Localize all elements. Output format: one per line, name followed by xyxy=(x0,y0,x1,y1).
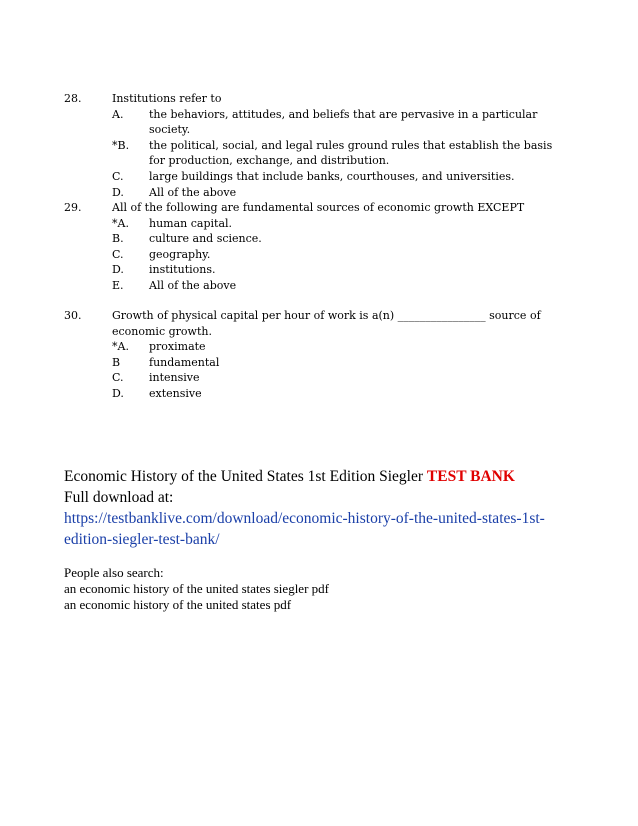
option-letter: A. xyxy=(112,107,124,121)
download-label: Full download at: xyxy=(64,489,174,506)
option-text: proximate xyxy=(149,340,206,354)
answer-option xyxy=(112,169,564,185)
option-letter: D. xyxy=(112,263,124,277)
option-text: geography. xyxy=(149,247,211,261)
option-text: large buildings that include banks, courthouses, and universities. xyxy=(149,169,515,183)
option-text: institutions. xyxy=(149,263,216,277)
question-stem: Institutions refer to xyxy=(112,92,222,105)
download-link[interactable]: https://testbanklive.com/download/economic-history-of-the-united-states-1st-edition-siegler-test-bank/ xyxy=(64,510,545,548)
question-29 xyxy=(64,200,564,294)
answer-option xyxy=(112,138,564,169)
answer-option xyxy=(112,107,564,138)
answer-option xyxy=(112,231,564,247)
answer-option xyxy=(112,278,564,294)
search-suggestion: an economic history of the united states siegler pdf xyxy=(64,581,329,596)
answer-option xyxy=(112,216,564,232)
option-letter: D. xyxy=(112,386,124,400)
option-letter: D. xyxy=(112,185,124,199)
question-stem: Growth of physical capital per hour of work is a(n) ________________ source of economic growth. xyxy=(112,309,541,338)
question-stem: All of the following are fundamental sources of economic growth EXCEPT xyxy=(112,201,525,214)
download-section xyxy=(64,466,564,550)
answer-option xyxy=(112,355,564,371)
question-number: 30. xyxy=(64,309,82,322)
question-30 xyxy=(64,308,564,402)
question-number: 29. xyxy=(64,201,82,214)
also-search-section xyxy=(64,565,564,613)
option-text: All of the above xyxy=(149,185,237,199)
option-letter: C. xyxy=(112,371,124,385)
question-28 xyxy=(64,91,564,200)
option-text: fundamental xyxy=(149,355,220,369)
option-letter: *A. xyxy=(112,340,129,354)
book-title-line xyxy=(64,466,564,487)
book-title: Economic History of the United States 1st Edition Siegler xyxy=(64,468,424,485)
option-letter: B xyxy=(112,355,121,369)
option-letter: C. xyxy=(112,169,124,183)
option-letter: E. xyxy=(112,278,124,292)
option-text: extensive xyxy=(149,386,202,400)
also-search-label: People also search: xyxy=(64,565,164,580)
option-text: culture and science. xyxy=(149,232,262,246)
option-letter: *A. xyxy=(112,216,129,230)
test-bank-label: TEST BANK xyxy=(426,468,515,485)
option-text: human capital. xyxy=(149,216,233,230)
option-text: All of the above xyxy=(149,278,237,292)
answer-option xyxy=(112,185,564,201)
option-letter: B. xyxy=(112,232,124,246)
option-letter: *B. xyxy=(112,138,130,152)
option-letter: C. xyxy=(112,247,124,261)
option-text: the behaviors, attitudes, and beliefs that are pervasive in a particular society. xyxy=(149,107,538,137)
option-text: intensive xyxy=(149,371,200,385)
option-text: the political, social, and legal rules ground rules that establish the basis for production, exchange, and distribution. xyxy=(149,138,553,168)
answer-option xyxy=(112,262,564,278)
search-suggestion: an economic history of the united states pdf xyxy=(64,597,292,612)
answer-option xyxy=(112,339,564,355)
answer-option xyxy=(112,386,564,402)
answer-option xyxy=(112,247,564,263)
question-number: 28. xyxy=(64,92,82,105)
answer-option xyxy=(112,370,564,386)
